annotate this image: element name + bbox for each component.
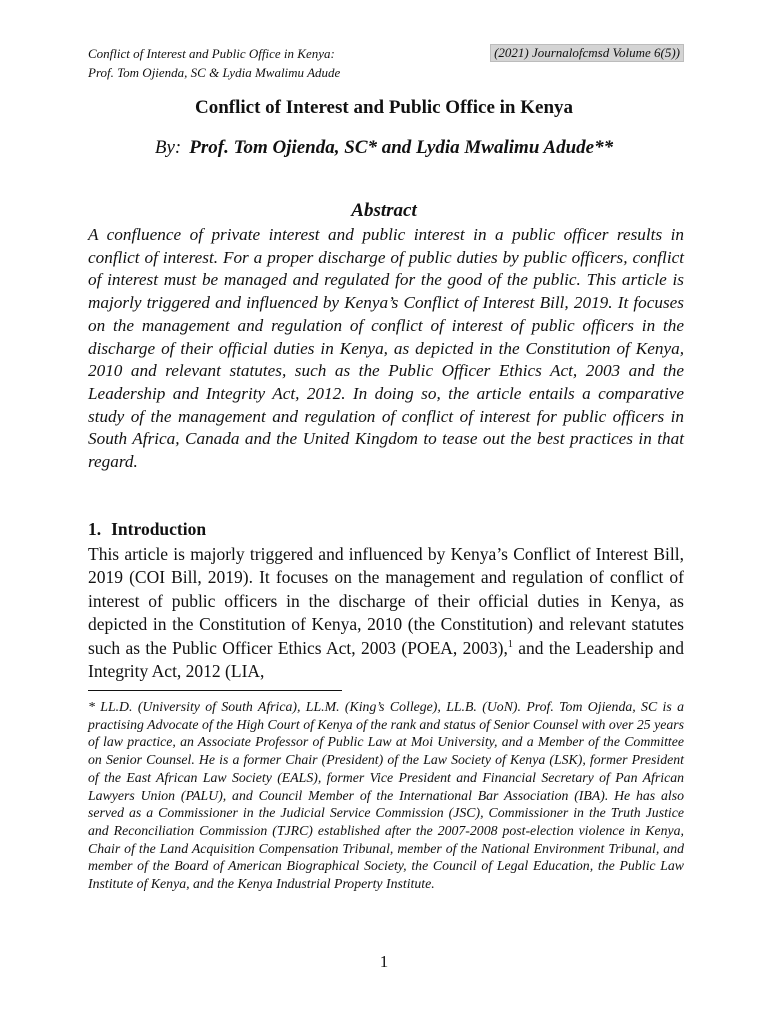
byline-authors: Prof. Tom Ojienda, SC* and Lydia Mwalimu Adude** <box>189 137 614 158</box>
abstract-text: A confluence of private interest and public interest in a public officer results in conflict of interest. For a proper discharge of public duties by public officers, conflict of interest must be managed and regulated for the good of the public. This article is majorly triggered and influenced by Kenya’s Conflict of Interest Bill, 2019. It focuses on the management and regulation of conflict of interest of public officers in the discharge of their official duties in Kenya, as depicted in the Constitution of Kenya, 2010 and relevant statutes, such as the Public Officer Ethics Act, 2003 and the Leadership and Integrity Act, 2012. In doing so, the article entails a comparative study of the management and regulation of conflict of interest for public officers in South Africa, Canada and the United Kingdom to tease out the best practices in that regard. <box>88 225 684 472</box>
introduction-text-part2: and the Leadership and Integrity Act, 2012 (LIA, <box>88 637 685 682</box>
introduction-text <box>88 543 684 683</box>
byline-prefix: By: <box>154 137 182 158</box>
running-head-authors: Prof. Tom Ojienda, SC & Lydia Mwalimu Adude <box>88 65 341 80</box>
running-head-journal: (2021) Journalofcmsd Volume 6(5)) <box>490 44 684 62</box>
footnote-divider <box>88 690 342 691</box>
article-title: Conflict of Interest and Public Office in Kenya <box>194 97 574 118</box>
running-head <box>88 44 684 82</box>
footnote-reference-1[interactable]: 1 <box>507 638 513 650</box>
section-title: Introduction <box>111 519 207 539</box>
byline <box>0 137 768 159</box>
section-heading-introduction <box>88 519 206 540</box>
introduction-text-part1: This article is majorly triggered and influenced by Kenya’s Conflict of Interest Bill, 2019 (COI Bill, 2019). It focuses on the management and regulation of conflict of interest of public officers in the discharge of their official duties in Kenya, as depicted in the Constitution of Kenya, 2010 (the Constitution) and relevant statutes such as the Public Officer Ethics Act, 2003 (POEA, 2003), <box>88 544 684 658</box>
footnote-author-bio: * LL.D. (University of South Africa), LL.M. (King’s College), LL.B. (UoN). Prof. Tom Ojienda, SC is a practising Advocate of the High Court of Kenya of the rank and status of Senior Counsel with over 25 years of law practice, an Associate Professor of Public Law at Moi University, and a Member of the Committee on Senior Counsel. He is a former Chair (President) of the Law Society of Kenya (LSK), former President of the East African Law Society (EALS), former Vice President and Financial Secretary of Pan African Lawyers Union (PALU), and Council Member of the International Bar Association (IBA). He has also served as a Commissioner in the Judicial Service Commission (JSC), Commissioner in the Truth Justice and Reconciliation Commission (TJRC) established after the 2007-2008 post-election violence in Kenya, Chair of the Land Acquisition Compensation Tribunal, member of the National Environment Tribunal, and member of the Board of American Biographical Society, the Council of Legal Education, the Public Law Institute of Kenya, and the Kenya Industrial Property Institute. <box>88 699 684 892</box>
section-number: 1. <box>88 519 102 539</box>
running-head-title: Conflict of Interest and Public Office in Kenya: <box>88 46 335 61</box>
abstract-heading: Abstract <box>351 200 417 221</box>
page-number: 1 <box>379 952 389 971</box>
